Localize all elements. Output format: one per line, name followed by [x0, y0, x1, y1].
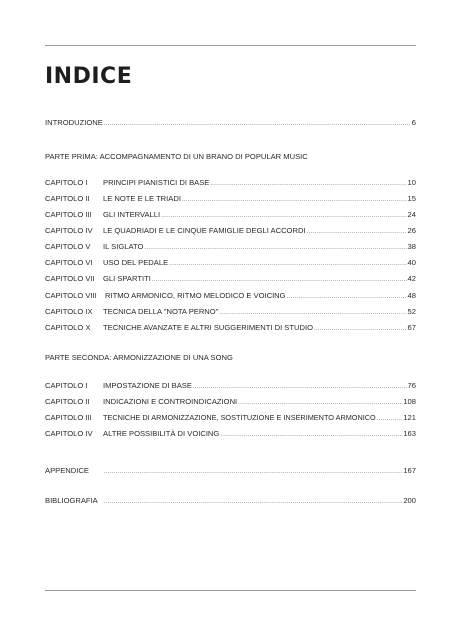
chapter-page: 163 — [403, 429, 416, 438]
toc-entry[interactable] — [45, 291, 416, 301]
chapter-title: PRINCIPI PIANISTICI DI BASE — [103, 178, 210, 187]
chapter-title: TECNICHE DI ARMONIZZAZIONE, SOSTITUZIONE E INSERIMENTO ARMONICO — [103, 413, 376, 422]
toc-entry[interactable] — [45, 226, 416, 236]
dot-leader — [238, 399, 402, 407]
chapter-page: 26 — [407, 226, 416, 235]
top-rule — [45, 45, 416, 46]
chapter-title: TECNICHE AVANZATE E ALTRI SUGGERIMENTI DI STUDIO — [103, 323, 313, 332]
chapter-title: INDICAZIONI E CONTROINDICAZIONI — [103, 397, 238, 406]
chapter-number: CAPITOLO IV — [45, 429, 93, 438]
dot-leader — [104, 468, 402, 476]
chapter-page: 121 — [403, 413, 416, 422]
chapter-page: 48 — [407, 291, 416, 300]
entry-title: INTRODUZIONE — [45, 118, 103, 127]
page-title: INDICE — [45, 64, 133, 89]
chapter-number: CAPITOLO V — [45, 242, 91, 251]
bottom-rule — [45, 590, 416, 591]
toc-entry-introduzione[interactable] — [45, 118, 416, 128]
chapter-number: CAPITOLO III — [45, 413, 92, 422]
section-heading-parte-prima: PARTE PRIMA: ACCOMPAGNAMENTO DI UN BRANO DI POPULAR MUSIC — [45, 152, 308, 161]
chapter-number: CAPITOLO VII — [45, 274, 95, 283]
chapter-page: 76 — [407, 381, 416, 390]
toc-entry[interactable] — [45, 429, 416, 439]
chapter-number: CAPITOLO IV — [45, 226, 93, 235]
entry-page: 167 — [403, 466, 416, 475]
chapter-title: TECNICA DELLA "NOTA PERNO" — [103, 307, 219, 316]
chapter-title: ALTRE POSSIBILITÀ DI VOICING — [103, 429, 220, 438]
chapter-title: USO DEL PEDALE — [103, 258, 169, 267]
dot-leader — [287, 293, 407, 301]
dot-leader — [377, 415, 403, 423]
chapter-page: 52 — [407, 307, 416, 316]
toc-entry[interactable] — [45, 178, 416, 188]
chapter-number: CAPITOLO II — [45, 397, 90, 406]
chapter-title: GLI SPARTITI — [103, 274, 151, 283]
chapter-page: 40 — [407, 258, 416, 267]
toc-entry[interactable] — [45, 210, 416, 220]
entry-title: BIBLIOGRAFIA — [45, 496, 98, 505]
chapter-page: 38 — [407, 242, 416, 251]
toc-entry-bibliografia[interactable] — [45, 496, 416, 506]
chapter-title: IL SIGLATO — [103, 242, 144, 251]
chapter-number: CAPITOLO VIII — [45, 291, 97, 300]
chapter-title: LE NOTE E LE TRIADI — [103, 194, 181, 203]
entry-page: 200 — [403, 496, 416, 505]
chapter-number: CAPITOLO I — [45, 178, 88, 187]
chapter-page: 10 — [407, 178, 416, 187]
dot-leader — [220, 431, 402, 439]
chapter-number: CAPITOLO I — [45, 381, 88, 390]
dot-leader — [152, 276, 407, 284]
chapter-number: CAPITOLO IX — [45, 307, 93, 316]
chapter-title: IMPOSTAZIONE DI BASE — [103, 381, 192, 390]
dot-leader — [161, 212, 406, 220]
dot-leader — [169, 260, 406, 268]
dot-leader — [219, 309, 406, 317]
dot-leader — [104, 498, 402, 506]
chapter-number: CAPITOLO VI — [45, 258, 93, 267]
chapter-page: 108 — [403, 397, 416, 406]
chapter-page: 24 — [407, 210, 416, 219]
toc-entry[interactable] — [45, 274, 416, 284]
dot-leader — [182, 196, 407, 204]
toc-entry[interactable] — [45, 397, 416, 407]
toc-entry[interactable] — [45, 307, 416, 317]
dot-leader — [210, 180, 406, 188]
dot-leader — [144, 244, 406, 252]
dot-leader — [307, 228, 407, 236]
entry-title: APPENDICE — [45, 466, 89, 475]
dot-leader — [193, 383, 407, 391]
toc-entry[interactable] — [45, 413, 416, 423]
dot-leader — [104, 120, 411, 128]
chapter-page: 15 — [407, 194, 416, 203]
chapter-number: CAPITOLO III — [45, 210, 92, 219]
toc-entry[interactable] — [45, 242, 416, 252]
toc-entry[interactable] — [45, 381, 416, 391]
chapter-title: RITMO ARMONICO, RITMO MELODICO E VOICING — [105, 291, 286, 300]
dot-leader — [314, 325, 407, 333]
toc-entry[interactable] — [45, 258, 416, 268]
chapter-number: CAPITOLO II — [45, 194, 90, 203]
chapter-title: LE QUADRIADI E LE CINQUE FAMIGLIE DEGLI ACCORDI — [103, 226, 306, 235]
chapter-page: 67 — [407, 323, 416, 332]
entry-page: 6 — [411, 118, 416, 127]
toc-entry[interactable] — [45, 194, 416, 204]
chapter-number: CAPITOLO X — [45, 323, 91, 332]
section-heading-parte-seconda: PARTE SECONDA: ARMONIZZAZIONE DI UNA SONG — [45, 353, 233, 362]
toc-entry[interactable] — [45, 323, 416, 333]
chapter-page: 42 — [407, 274, 416, 283]
toc-entry-appendice[interactable] — [45, 466, 416, 476]
chapter-title: GLI INTERVALLI — [103, 210, 161, 219]
